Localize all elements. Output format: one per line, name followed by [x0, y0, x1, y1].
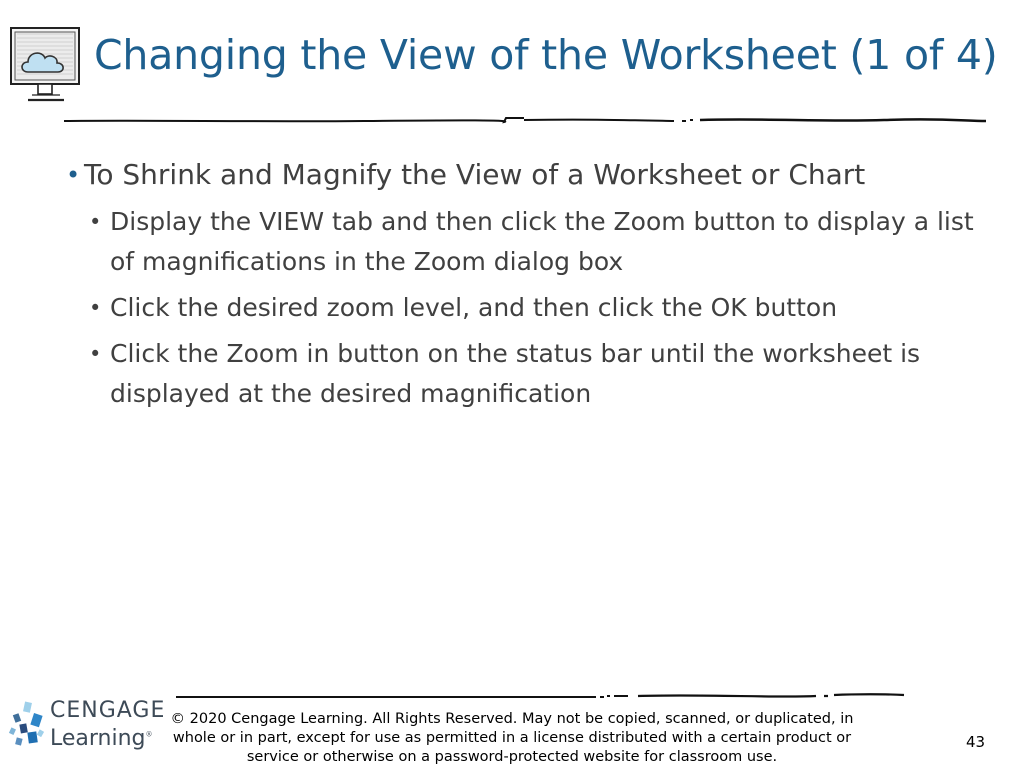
bullet-marker: • [66, 161, 81, 189]
logo-text-top: CENGAGE [50, 698, 166, 723]
bullet-level1 [64, 156, 1004, 194]
bullet-text: To Shrink and Magnify the View of a Worksheet or Chart [84, 158, 866, 191]
slide-title: Changing the View of the Worksheet (1 of 4) [94, 31, 998, 79]
bullet-level2 [64, 202, 1004, 282]
cengage-logo-mark [6, 700, 50, 748]
bullet-text: Click the Zoom in button on the status bar until the worksheet is displayed at the desired magnification [110, 339, 921, 408]
footer-divider [176, 688, 906, 704]
title-underline [64, 112, 988, 128]
copyright-notice: © 2020 Cengage Learning. All Rights Reserved. May not be copied, scanned, or duplicated, in whole or in part, except for use as permitted in a license distributed with a certain product or service or otherwise on a password-protected website for classroom use. [170, 711, 854, 765]
bullet-marker: • [89, 342, 102, 366]
page-number: 43 [966, 733, 986, 751]
logo-text-bottom: Learning® [50, 726, 153, 751]
bullet-text: Display the VIEW tab and then click the Zoom button to display a list of magnifications in the Zoom dialog box [110, 207, 974, 276]
cengage-logo [6, 696, 166, 758]
bullet-marker: • [89, 210, 102, 234]
bullet-level2 [64, 288, 1004, 328]
bullet-list [64, 156, 1004, 420]
bullet-text: Click the desired zoom level, and then click the OK button [110, 293, 838, 322]
registered-mark: ® [145, 730, 153, 739]
cloud-monitor-icon [8, 24, 84, 104]
bullet-level2 [64, 334, 1004, 414]
bullet-marker: • [89, 296, 102, 320]
